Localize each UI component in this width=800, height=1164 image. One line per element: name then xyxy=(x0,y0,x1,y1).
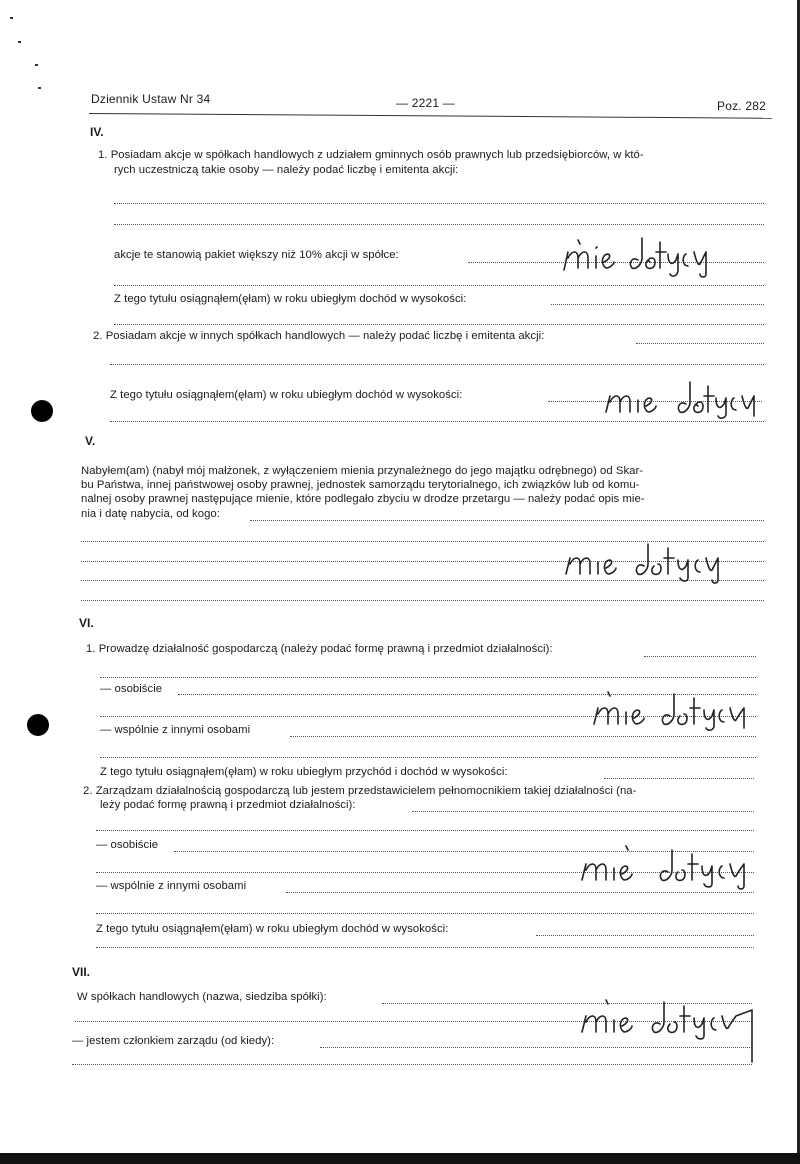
section-vi-item1-personal: — osobiście xyxy=(100,683,163,695)
section-vi-item2-joint: — wspólnie z innymi osobami xyxy=(96,880,247,892)
section-vii-line2: — jestem członkiem zarządu (od kiedy): xyxy=(72,1035,275,1047)
fill-line xyxy=(114,224,764,225)
fill-line xyxy=(290,736,756,737)
fill-line xyxy=(114,324,764,325)
fill-line xyxy=(81,600,764,601)
section-vi-title: VI. xyxy=(79,616,94,630)
fill-line xyxy=(114,203,764,204)
fill-line xyxy=(604,778,754,779)
section-v-line1: Nabyłem(am) (nabył mój małżonek, z wyłączeniem mienia przynależnego do jego majątku odrębnego) od Skar- xyxy=(81,465,644,477)
section-vi-item1-income: Z tego tytułu osiągnąłem(ęłam) w roku ubiegłym przychód i dochód w wysokości: xyxy=(100,766,508,778)
fill-line xyxy=(536,935,754,936)
section-iv-pakiet-label: akcje te stanowią pakiet większy niż 10% akcji w spółce: xyxy=(114,249,399,261)
scan-speck xyxy=(38,87,41,89)
section-vii-line1: W spółkach handlowych (nazwa, siedziba spółki): xyxy=(77,991,327,1003)
section-iv-item1-line2: rych uczestniczą takie osoby — należy podać liczbę i emitenta akcji: xyxy=(114,164,459,176)
fill-line xyxy=(644,656,756,657)
header-rule xyxy=(89,113,772,119)
handwritten-nie-dotyczy xyxy=(560,230,720,280)
handwritten-nie-dotyczy xyxy=(576,842,766,890)
section-vi-item2-income: Z tego tytułu osiągnąłem(ęłam) w roku ubiegłym dochód w wysokości: xyxy=(96,923,449,935)
punch-hole-upper xyxy=(31,400,53,422)
scan-speck xyxy=(35,64,38,66)
handwritten-nie-dotyczy xyxy=(600,376,765,420)
fill-line xyxy=(96,913,754,914)
fill-line xyxy=(100,677,756,678)
fill-line xyxy=(636,343,764,344)
fill-line xyxy=(412,811,754,812)
fill-line xyxy=(100,757,756,758)
section-v-title: V. xyxy=(85,434,96,448)
position-number: Poz. 282 xyxy=(717,99,766,113)
fill-line xyxy=(114,285,764,286)
fill-line xyxy=(110,421,764,422)
section-vii-title: VII. xyxy=(72,965,91,979)
section-vi-item1-line1: 1. Prowadzę działalność gospodarczą (należy podać formę prawną i przedmiot działalności): xyxy=(86,643,553,655)
section-iv-item2-line1: 2. Posiadam akcje w innych spółkach handlowych — należy podać liczbę i emitenta akcji: xyxy=(93,330,545,342)
fill-line xyxy=(96,947,754,948)
section-vi-item2-line1: 2. Zarządzam działalnością gospodarczą lub jestem przedstawicielem pełnomocnikiem takiej działalności (na- xyxy=(83,785,637,797)
section-vi-item1-joint: — wspólnie z innymi osobami xyxy=(100,724,251,736)
scan-bottom-band xyxy=(0,1153,800,1164)
journal-title: Dziennik Ustaw Nr 34 xyxy=(91,92,211,106)
section-iv-income2-label: Z tego tytułu osiągnąłem(ęłam) w roku ubiegłym dochód w wysokości: xyxy=(110,389,463,401)
section-v-line3: nalnej osoby prawnej następujące mienie, które podlegało zbyciu w drodze przetargu — należy podać opis mie- xyxy=(81,493,645,505)
page-number: — 2221 — xyxy=(396,96,455,110)
fill-line xyxy=(250,520,764,521)
section-iv-income1-label: Z tego tytułu osiągnąłem(ęłam) w roku ubiegłym dochód w wysokości: xyxy=(114,293,467,305)
punch-hole-lower xyxy=(27,714,49,736)
fill-line xyxy=(286,892,754,893)
section-iv-title: IV. xyxy=(90,125,104,139)
scan-speck xyxy=(18,41,21,43)
handwritten-nie-dotyczy xyxy=(588,688,758,732)
fill-line xyxy=(551,304,764,305)
section-iv-item1-line1: 1. Posiadam akcje w spółkach handlowych z udziałem gminnych osób prawnych lub przedsiębiorców, w któ- xyxy=(98,149,644,161)
section-vi-item2-personal: — osobiście xyxy=(96,839,159,851)
handwritten-nie-dotyczy xyxy=(560,536,735,584)
handwritten-nie-dotyczy xyxy=(576,996,761,1070)
section-vi-item2-line2: leży podać formę prawną i przedmiot działalności): xyxy=(100,799,356,811)
fill-line xyxy=(96,830,754,831)
fill-line xyxy=(110,364,764,365)
section-v-line4: nia i datę nabycia, od kogo: xyxy=(81,508,220,520)
section-v-line2: bu Państwa, innej państwowej osoby prawnej, jednostek samorządu terytorialnego, ich związków lub od komu- xyxy=(81,479,640,491)
scan-speck xyxy=(10,17,13,19)
